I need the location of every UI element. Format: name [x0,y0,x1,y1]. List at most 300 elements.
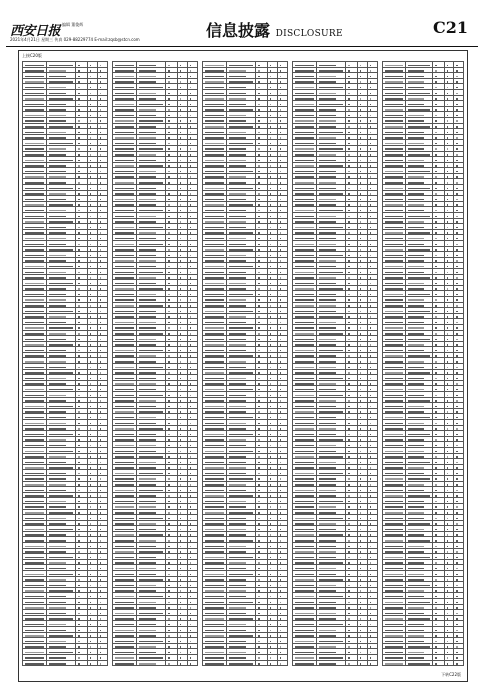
cell-text-placeholder [90,339,92,341]
cell-text-placeholder [205,546,224,548]
cell-text-placeholder [25,630,44,632]
cell-text-placeholder [180,501,182,503]
cell-text-placeholder [348,395,350,397]
cell-text-placeholder [90,646,92,648]
cell-text-placeholder [319,417,337,419]
cell-text-placeholder [115,641,134,643]
table-cell [316,660,345,666]
cell-text-placeholder [180,98,182,100]
cell-text-placeholder [348,244,350,246]
cell-text-placeholder [90,478,92,480]
cell-text-placeholder [49,232,67,234]
cell-text-placeholder [139,372,157,374]
cell-text-placeholder [78,372,80,374]
cell-text-placeholder [90,585,92,587]
cell-text-placeholder [319,355,337,357]
cell-text-placeholder [180,165,182,167]
cell-text-placeholder [229,143,253,145]
cell-text-placeholder [258,389,260,391]
cell-text-placeholder [348,182,350,184]
cell-text-placeholder [168,551,170,553]
cell-text-placeholder [49,199,67,201]
cell-text-placeholder [280,221,282,223]
cell-text-placeholder [229,383,247,385]
cell-text-placeholder [370,551,372,553]
cell-text-placeholder [49,305,67,307]
cell-text-placeholder [258,383,260,385]
cell-text-placeholder [319,546,337,548]
cell-text-placeholder [370,529,372,531]
cell-text-placeholder [78,93,80,95]
cell-text-placeholder [78,506,80,508]
cell-text-placeholder [229,495,253,497]
cell-text-placeholder [258,288,260,290]
cell-text-placeholder [100,383,102,385]
cell-text-placeholder [295,171,314,173]
cell-text-placeholder [258,232,260,234]
cell-text-placeholder [190,322,192,324]
cell-text-placeholder [370,574,372,576]
cell-text-placeholder [180,590,182,592]
cell-text-placeholder [25,663,44,665]
cell-text-placeholder [115,188,134,190]
cell-text-placeholder [168,372,170,374]
cell-text-placeholder [295,316,314,318]
cell-text-placeholder [319,171,337,173]
cell-text-placeholder [348,104,350,106]
cell-text-placeholder [370,590,372,592]
cell-text-placeholder [100,272,102,274]
cell-text-placeholder [100,490,102,492]
cell-text-placeholder [139,299,157,301]
cell-text-placeholder [190,562,192,564]
cell-text-placeholder [319,372,337,374]
cell-text-placeholder [90,132,92,134]
cell-text-placeholder [78,378,80,380]
cell-text-placeholder [370,462,372,464]
cell-text-placeholder [190,221,192,223]
cell-text-placeholder [270,272,272,274]
cell-text-placeholder [295,210,314,212]
cell-text-placeholder [90,137,92,139]
cell-text-placeholder [180,445,182,447]
cell-text-placeholder [360,518,362,520]
cell-text-placeholder [100,523,102,525]
cell-text-placeholder [295,355,314,357]
cell-text-placeholder [78,199,80,201]
cell-text-placeholder [348,456,350,458]
cell-text-placeholder [258,501,260,503]
cell-text-placeholder [258,104,260,106]
cell-text-placeholder [100,630,102,632]
cell-text-placeholder [435,160,437,162]
cell-text-placeholder [270,400,272,402]
cell-text-placeholder [258,624,260,626]
cell-text-placeholder [90,641,92,643]
cell-text-placeholder [115,193,134,195]
cell-text-placeholder [168,283,170,285]
cell-text-placeholder [90,126,92,128]
cell-text-placeholder [190,350,192,352]
cell-text-placeholder [25,193,44,195]
cell-text-placeholder [100,406,102,408]
cell-text-placeholder [348,299,350,301]
cell-text-placeholder [370,210,372,212]
cell-text-placeholder [100,495,102,497]
cell-text-placeholder [180,283,182,285]
cell-text-placeholder [258,451,260,453]
cell-text-placeholder [180,579,182,581]
cell-text-placeholder [100,372,102,374]
table-cell [345,660,357,666]
cell-text-placeholder [370,255,372,257]
cell-text-placeholder [139,395,163,397]
cell-text-placeholder [139,249,157,251]
cell-text-placeholder [115,372,134,374]
cell-text-placeholder [280,400,282,402]
cell-text-placeholder [385,115,403,117]
cell-text-placeholder [229,216,247,218]
cell-text-placeholder [25,87,44,89]
cell-text-placeholder [180,126,182,128]
cell-text-placeholder [270,574,272,576]
cell-text-placeholder [319,277,337,279]
disclosure-table [22,61,108,666]
cell-text-placeholder [90,495,92,497]
cell-text-placeholder [258,512,260,514]
cell-text-placeholder [190,400,192,402]
cell-text-placeholder [295,462,314,464]
cell-text-placeholder [190,478,192,480]
cell-text-placeholder [25,540,44,542]
cell-text-placeholder [348,551,350,553]
cell-text-placeholder [229,76,247,78]
cell-text-placeholder [190,451,192,453]
cell-text-placeholder [90,428,92,430]
cell-text-placeholder [90,490,92,492]
cell-text-placeholder [100,574,102,576]
cell-text-placeholder [25,344,44,346]
cell-text-placeholder [90,551,92,553]
cell-text-placeholder [139,484,157,486]
cell-text-placeholder [270,518,272,520]
cell-text-placeholder [205,115,224,117]
table-row [203,660,288,666]
cell-text-placeholder [258,143,260,145]
cell-text-placeholder [180,216,182,218]
cell-text-placeholder [370,506,372,508]
cell-text-placeholder [370,641,372,643]
cell-text-placeholder [168,160,170,162]
cell-text-placeholder [78,204,80,206]
cell-text-placeholder [49,120,67,122]
cell-text-placeholder [295,602,314,604]
cell-text-placeholder [435,171,437,173]
cell-text-placeholder [280,613,282,615]
cell-text-placeholder [258,115,260,117]
cell-text-placeholder [25,456,44,458]
cell-text-placeholder [435,70,437,72]
cell-text-placeholder [115,350,134,352]
cell-text-placeholder [139,445,157,447]
cell-text-placeholder [190,501,192,503]
cell-text-placeholder [258,551,260,553]
cell-text-placeholder [360,613,362,615]
cell-text-placeholder [360,238,362,240]
cell-text-placeholder [100,663,102,665]
cell-text-placeholder [385,143,403,145]
cell-text-placeholder [229,244,247,246]
cell-text-placeholder [90,188,92,190]
page-number: C21 [433,18,468,37]
cell-text-placeholder [348,590,350,592]
cell-text-placeholder [168,506,170,508]
cell-text-placeholder [270,81,272,83]
cell-text-placeholder [258,378,260,380]
cell-text-placeholder [205,98,224,100]
cell-text-placeholder [78,361,80,363]
cell-text-placeholder [90,232,92,234]
cell-text-placeholder [229,635,253,637]
cell-text-placeholder [348,109,350,111]
cell-text-placeholder [139,473,163,475]
cell-text-placeholder [180,657,182,659]
cell-text-placeholder [360,411,362,413]
cell-text-placeholder [78,193,80,195]
cell-text-placeholder [205,445,224,447]
cell-text-placeholder [100,333,102,335]
cell-text-placeholder [360,495,362,497]
cell-text-placeholder [270,221,272,223]
cell-text-placeholder [229,204,253,206]
cell-text-placeholder [78,311,80,313]
cell-text-placeholder [258,65,260,67]
cell-text-placeholder [190,551,192,553]
cell-text-placeholder [258,355,260,357]
cell-text-placeholder [295,607,314,609]
cell-text-placeholder [258,210,260,212]
cell-text-placeholder [100,501,102,503]
cell-text-placeholder [205,490,224,492]
cell-text-placeholder [168,523,170,525]
cell-text-placeholder [139,65,157,67]
cell-text-placeholder [49,529,73,531]
cell-text-placeholder [115,76,134,78]
cell-text-placeholder [115,406,134,408]
cell-text-placeholder [280,115,282,117]
cell-text-placeholder [78,227,80,229]
cell-text-placeholder [319,361,337,363]
cell-text-placeholder [280,316,282,318]
cell-text-placeholder [78,574,80,576]
cell-text-placeholder [78,322,80,324]
cell-text-placeholder [370,501,372,503]
cell-text-placeholder [319,613,337,615]
cell-text-placeholder [25,378,44,380]
cell-text-placeholder [348,154,350,156]
cell-text-placeholder [348,249,350,251]
cell-text-placeholder [205,534,224,536]
cell-text-placeholder [25,361,44,363]
cell-text-placeholder [90,473,92,475]
cell-text-placeholder [180,546,182,548]
cell-text-placeholder [295,557,314,559]
cell-text-placeholder [348,260,350,262]
cell-text-placeholder [258,160,260,162]
cell-text-placeholder [280,602,282,604]
table-column-5 [382,61,464,675]
cell-text-placeholder [49,540,67,542]
cell-text-placeholder [270,316,272,318]
cell-text-placeholder [348,624,350,626]
cell-text-placeholder [139,322,157,324]
cell-text-placeholder [229,657,247,659]
cell-text-placeholder [49,260,67,262]
cell-text-placeholder [280,244,282,246]
cell-text-placeholder [90,70,92,72]
cell-text-placeholder [360,618,362,620]
cell-text-placeholder [295,618,314,620]
cell-text-placeholder [385,148,403,150]
cell-text-placeholder [115,501,134,503]
cell-text-placeholder [270,288,272,290]
cell-text-placeholder [370,484,372,486]
cell-text-placeholder [205,663,224,665]
cell-text-placeholder [229,523,247,525]
cell-text-placeholder [90,607,92,609]
cell-text-placeholder [258,98,260,100]
cell-text-placeholder [49,182,67,184]
cell-text-placeholder [139,288,163,290]
cell-text-placeholder [139,501,157,503]
cell-text-placeholder [49,81,73,83]
cell-text-placeholder [25,355,44,357]
cell-text-placeholder [78,294,80,296]
cell-text-placeholder [168,355,170,357]
cell-text-placeholder [456,143,458,145]
cell-text-placeholder [78,657,80,659]
cell-text-placeholder [205,70,224,72]
cell-text-placeholder [270,244,272,246]
cell-text-placeholder [90,288,92,290]
cell-text-placeholder [348,322,350,324]
cell-text-placeholder [190,120,192,122]
cell-text-placeholder [168,221,170,223]
cell-text-placeholder [270,232,272,234]
cell-text-placeholder [360,579,362,581]
cell-text-placeholder [370,81,372,83]
cell-text-placeholder [115,411,134,413]
cell-text-placeholder [190,104,192,106]
cell-text-placeholder [270,154,272,156]
cell-text-placeholder [435,132,437,134]
cell-text-placeholder [78,277,80,279]
cell-text-placeholder [435,154,437,156]
cell-text-placeholder [319,652,337,654]
cell-text-placeholder [270,529,272,531]
cell-text-placeholder [258,568,260,570]
cell-text-placeholder [90,311,92,313]
cell-text-placeholder [90,590,92,592]
cell-text-placeholder [295,439,314,441]
cell-text-placeholder [168,120,170,122]
cell-text-placeholder [205,657,224,659]
cell-text-placeholder [115,607,134,609]
cell-text-placeholder [280,451,282,453]
cell-text-placeholder [205,137,224,139]
cell-text-placeholder [190,137,192,139]
cell-text-placeholder [78,400,80,402]
table-cell [177,660,187,666]
cell-text-placeholder [190,283,192,285]
cell-text-placeholder [229,109,253,111]
cell-text-placeholder [168,311,170,313]
cell-text-placeholder [258,478,260,480]
cell-text-placeholder [139,557,157,559]
cell-text-placeholder [180,518,182,520]
cell-text-placeholder [90,579,92,581]
cell-text-placeholder [385,154,403,156]
cell-text-placeholder [190,557,192,559]
cell-text-placeholder [180,646,182,648]
cell-text-placeholder [258,283,260,285]
cell-text-placeholder [319,249,337,251]
cell-text-placeholder [360,646,362,648]
cell-text-placeholder [78,76,80,78]
cell-text-placeholder [100,288,102,290]
cell-text-placeholder [168,624,170,626]
cell-text-placeholder [139,327,157,329]
cell-text-placeholder [280,383,282,385]
table-cell [277,660,287,666]
cell-text-placeholder [78,618,80,620]
cell-text-placeholder [319,322,337,324]
cell-text-placeholder [348,546,350,548]
cell-text-placeholder [408,93,431,95]
cell-text-placeholder [100,473,102,475]
cell-text-placeholder [90,294,92,296]
cell-text-placeholder [168,395,170,397]
cell-text-placeholder [348,132,350,134]
cell-text-placeholder [115,562,134,564]
cell-text-placeholder [100,199,102,201]
cell-text-placeholder [295,378,314,380]
cell-text-placeholder [180,630,182,632]
cell-text-placeholder [360,546,362,548]
cell-text-placeholder [168,529,170,531]
cell-text-placeholder [348,115,350,117]
cell-text-placeholder [90,434,92,436]
cell-text-placeholder [270,311,272,313]
cell-text-placeholder [229,389,253,391]
cell-text-placeholder [205,585,224,587]
cell-text-placeholder [360,562,362,564]
cell-text-placeholder [295,294,314,296]
cell-text-placeholder [190,635,192,637]
cell-text-placeholder [25,607,44,609]
cell-text-placeholder [100,506,102,508]
cell-text-placeholder [139,333,163,335]
cell-text-placeholder [100,590,102,592]
cell-text-placeholder [205,361,224,363]
cell-text-placeholder [115,439,134,441]
cell-text-placeholder [49,624,67,626]
cell-text-placeholder [258,339,260,341]
cell-text-placeholder [90,451,92,453]
cell-text-placeholder [168,165,170,167]
cell-text-placeholder [280,484,282,486]
cell-text-placeholder [49,641,67,643]
